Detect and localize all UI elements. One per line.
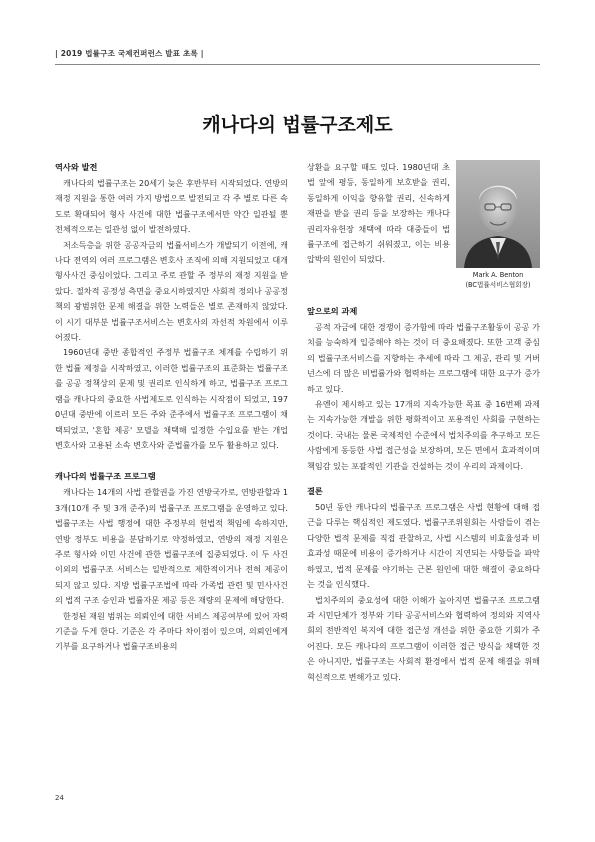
page-number: 24 <box>55 794 64 802</box>
paragraph: 법치주의의 중요성에 대한 이해가 높아지면 법률구조 프로그램과 시민단체가 정부와 기타 공공서비스와 협력하여 정의와 지역사회의 전반적인 복지에 대한 접근성 개선을 위한 중요한 기회가 주어진다. 모든 캐나다의 프로그램이 이러한 접근 방식을 채택한 것은 아니지만, 법률구조는 사회적 환경에서 법적 문제 해결을 위해 혁신적으로 변해가고 있다. <box>307 594 540 682</box>
running-head: | 2019 법률구조 국제컨퍼런스 발표 초록 | <box>55 49 204 58</box>
paragraph: 캐나다의 법률구조는 20세기 늦은 후반부터 시작되었다. 연방의 재정 지원을 통한 여러 가지 방법으로 발전되고 각 주 별로 다른 속도로 확대되어 형사 사건에 대한 법률구조에서만 약간 일관될 뿐 전체적으로는 일관성 없이 발전하였다. <box>55 178 288 235</box>
spacer <box>307 474 540 484</box>
spacer <box>55 453 288 469</box>
paragraph: 캐나다는 14개의 사법 관할권을 가진 연방국가로, 연방관할과 13개(10개 주 및 3개 준주)의 법률구조 프로그램을 운영하고 있다. 법률구조는 사법 행정에 대한 주정부의 헌법적 책임에 속하지만, 연방 정부도 비용을 분담하기로 약정하였고, 연방의 재정 지원은 주로 형사와 이민 사건에 관한 법률구조에 집중되었다. 이 두 사건 이외의 법률구조 서비스는 일반적으로 제한적이거나 전혀 제공이 되지 않고 있다. 지방 법률구조법에 따라 가족법 관련 및 민사사건의 법적 구조 승인과 법률자문 제공 등은 재량의 문제에 해당한다. <box>55 487 288 606</box>
author-portrait <box>456 160 540 290</box>
section-heading-programs: 캐나다의 법률구조 프로그램 <box>55 471 156 482</box>
portrait-caption-name: Mark A. Benton <box>472 271 524 279</box>
paragraph: 한정된 재원 범위는 의뢰인에 대한 서비스 제공여부에 있어 자력 기준을 두게 한다. 기준은 각 주마다 차이점이 있으며, 의뢰인에게 기부를 요구하거나 법률구조비용의 <box>55 610 288 652</box>
paragraph: 50년 동안 캐나다의 법률구조 프로그램은 사법 현황에 대해 접근을 다루는 핵심적인 제도였다. 법률구조위원회는 사람들이 겪는 다양한 법적 문제를 직접 관찰하고, 사법 시스템의 비효율성과 비효과성 때문에 비용이 증가하거나 시간이 지연되는 사항들을 파악하였고, 법적 문제를 야기하는 근본 원인에 대한 해결이 중요하다는 것을 인식했다. <box>307 502 540 590</box>
paragraph: 1960년대 중반 종합적인 주정부 법률구조 체계를 수립하기 위한 법률 제정을 시작하였고, 이러한 법률구조의 표준화는 법률구조를 공공 정책상의 문제 및 권리로 인식하게 하고, 법률구조 프로그램을 캐나다의 중요한 사법제도로 인식하는 시작점이 되었고, 1970년대 중반에 이르러 모든 주와 준주에서 법률구조 프로그램이 채택되었고, '혼합 제공' 모델을 채택해 일정한 수입요를 받는 개업 변호사와 고용된 소속 변호사와 준법률가를 모두 활용하고 있다. <box>55 347 288 450</box>
spacer <box>307 294 540 304</box>
paragraph: 공적 자금에 대한 경쟁이 증가함에 따라 법률구조활동이 공공 가치를 능숙하게 입증해야 하는 것이 더 중요해졌다. 또한 고객 중심의 법률구조서비스를 지향하는 추세에 따라 그 제공, 관리 및 거버넌스에 더 많은 비법률가와 협력하는 프로그램에 대한 요구가 증가하고 있다. <box>307 322 540 394</box>
paragraph: 유엔이 제시하고 있는 17개의 지속가능한 목표 중 16번째 과제는 지속가능한 개발을 위한 평화적이고 포용적인 사회를 구현하는 것이다. 국내는 물론 국제적인 수준에서 법치주의를 추구하고 모든 사람에게 동등한 사법 접근성을 보장하며, 모든 면에서 효과적이며 책임감 있는 포괄적인 기관을 건설하는 것이 우리의 과제이다. <box>307 399 540 471</box>
portrait-caption-org: (BC법률서비스협회장) <box>465 281 531 289</box>
paragraph: 저소득층을 위한 공공자금의 법률서비스가 개발되기 이전에, 캐나다 전역의 여러 프로그램은 변호사 조직에 의해 지원되었고 대개 형사사건 중심이었다. 그리고 주로 관할 주 정부의 재정 지원을 받았다. 절차적 공정성 측면을 중요시하였지만 사회적 정의나 공공정책의 광범위한 문제 해결을 위한 노력들은 별로 존재하지 않았다. 이 시기 대부분 법률구조서비스는 변호사의 자선적 차원에서 이루어졌다. <box>55 239 288 343</box>
header-divider <box>55 64 540 65</box>
right-column <box>307 160 540 685</box>
section-heading-history: 역사와 발전 <box>55 162 98 172</box>
paragraph: 상환을 요구할 때도 있다. 1980년대 초 법 앞에 평등, 동일하게 보호받을 권리, 동일하게 이익을 향유할 권리, 신속하게 재판을 받을 권리 등을 보장하는 캐나다 권리자유헌장 채택에 따라 대중들이 법률구조에 접근하기 쉬워졌고, 이는 비용 압박의 원인이 되었다. <box>307 162 450 265</box>
left-column <box>55 160 288 655</box>
portrait-photo-icon <box>456 160 540 268</box>
page-title: 캐나다의 법률구조제도 <box>202 114 393 136</box>
section-heading-challenges: 앞으로의 과제 <box>307 306 358 316</box>
section-heading-conclusion: 결론 <box>307 486 323 497</box>
